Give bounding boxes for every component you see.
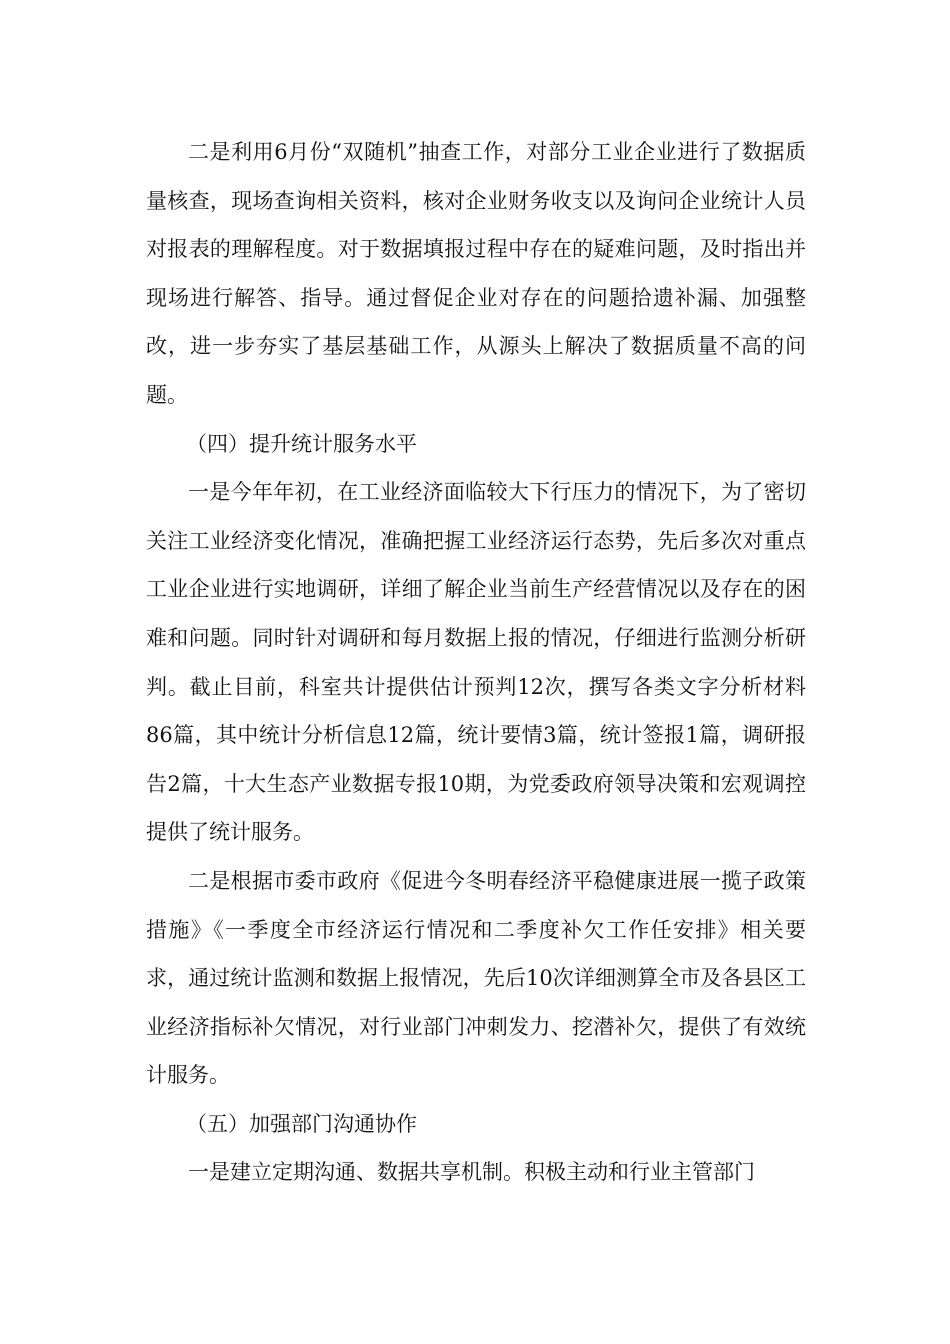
paragraph-policy-measures: 二是根据市委市政府《促进今冬明春经济平稳健康进展一揽子政策措施》《一季度全市经济运行情况和二季度补欠工作任安排》相关要求，通过统计监测和数据上报情况，先后10次详细测算全市及各县区工业经济指标补欠情况，对行业部门冲刺发力、挖潜补欠，提供了有效统计服务。 [146, 868, 806, 1088]
section-heading-service-level: （四）提升统计服务水平 [186, 431, 417, 456]
paragraph-data-quality-check: 二是利用6月份“双随机”抽查工作，对部分工业企业进行了数据质量核查，现场查询相关资料，核对企业财务收支以及询问企业统计人员对报表的理解程度。对于数据填报过程中存在的疑难问题，及时指出并现场进行解答、指导。通过督促企业对存在的问题拾遗补漏、加强整改，进一步夯实了基层基础工作，从源头上解决了数据质量不高的问题。 [146, 140, 806, 407]
document-body [146, 128, 806, 1197]
paragraph-field-research: 一是今年年初，在工业经济面临较大下行压力的情况下，为了密切关注工业经济变化情况，准确把握工业经济运行态势，先后多次对重点工业企业进行实地调研，详细了解企业当前生产经营情况以及存在的困难和问题。同时针对调研和每月数据上报的情况，仔细进行监测分析研判。截止目前，科室共计提供估计预判12次，撰写各类文字分析材料86篇，其中统计分析信息12篇，统计要情3篇，统计签报1篇，调研报告2篇，十大生态产业数据专报10期，为党委政府领导决策和宏观调控提供了统计服务。 [146, 480, 806, 845]
paragraph-communication-mechanism: 一是建立定期沟通、数据共享机制。积极主动和行业主管部门 [188, 1160, 755, 1185]
section-heading-department-cooperation: （五）加强部门沟通协作 [186, 1111, 417, 1136]
